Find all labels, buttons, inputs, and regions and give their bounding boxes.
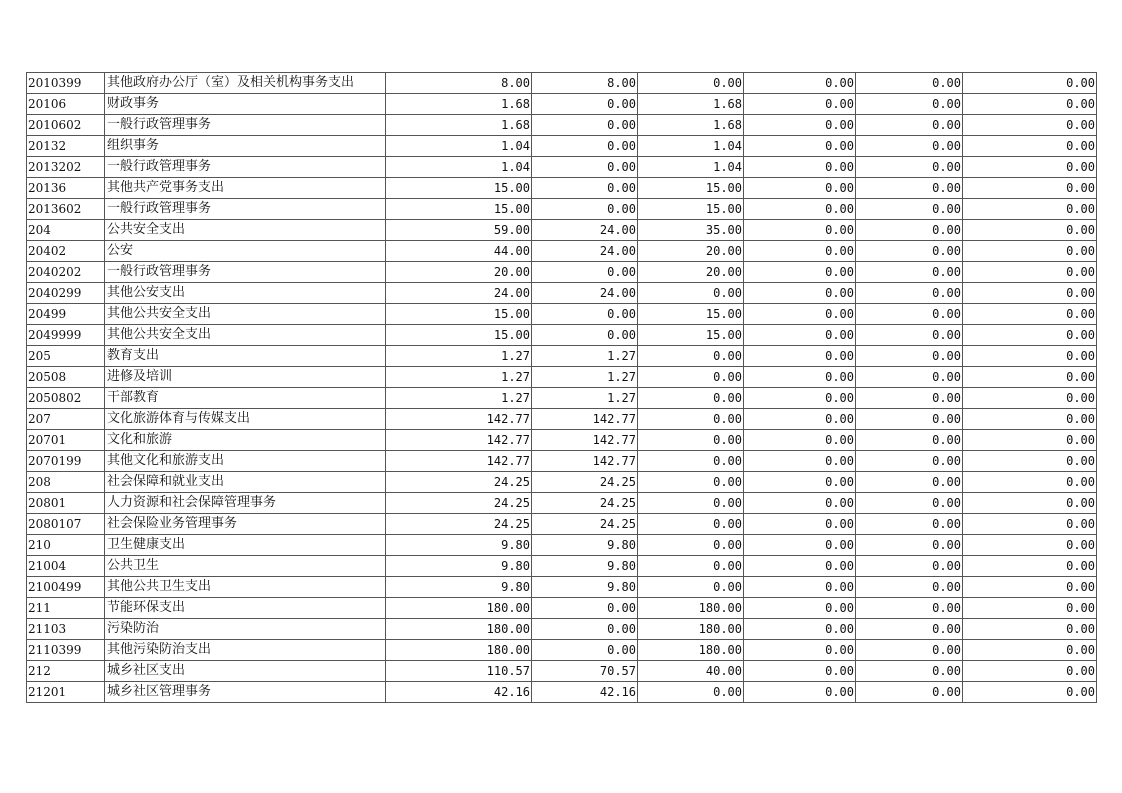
basic-expenditure-cell: 1.27 <box>532 388 638 409</box>
subject-name-cell: 其他公安支出 <box>105 283 386 304</box>
amount-cell-4: 0.00 <box>744 73 856 94</box>
amount-cell-6: 0.00 <box>963 325 1097 346</box>
subject-code-cell: 2049999 <box>27 325 105 346</box>
project-expenditure-cell: 1.68 <box>638 115 744 136</box>
total-cell: 142.77 <box>386 451 532 472</box>
amount-cell-5: 0.00 <box>856 451 963 472</box>
amount-cell-5: 0.00 <box>856 178 963 199</box>
subject-code-cell: 2070199 <box>27 451 105 472</box>
amount-cell-4: 0.00 <box>744 94 856 115</box>
amount-cell-6: 0.00 <box>963 493 1097 514</box>
amount-cell-4: 0.00 <box>744 535 856 556</box>
total-cell: 1.27 <box>386 388 532 409</box>
subject-code-cell: 2050802 <box>27 388 105 409</box>
amount-cell-5: 0.00 <box>856 283 963 304</box>
amount-cell-5: 0.00 <box>856 472 963 493</box>
project-expenditure-cell: 0.00 <box>638 556 744 577</box>
amount-cell-4: 0.00 <box>744 199 856 220</box>
amount-cell-4: 0.00 <box>744 598 856 619</box>
subject-code-cell: 2010399 <box>27 73 105 94</box>
subject-code-cell: 2100499 <box>27 577 105 598</box>
basic-expenditure-cell: 0.00 <box>532 640 638 661</box>
subject-code-cell: 20402 <box>27 241 105 262</box>
amount-cell-4: 0.00 <box>744 661 856 682</box>
basic-expenditure-cell: 24.25 <box>532 472 638 493</box>
table-row <box>27 598 1097 619</box>
amount-cell-4: 0.00 <box>744 409 856 430</box>
amount-cell-4: 0.00 <box>744 283 856 304</box>
subject-name-cell: 城乡社区支出 <box>105 661 386 682</box>
amount-cell-4: 0.00 <box>744 514 856 535</box>
subject-name-cell: 卫生健康支出 <box>105 535 386 556</box>
project-expenditure-cell: 0.00 <box>638 73 744 94</box>
subject-name-cell: 污染防治 <box>105 619 386 640</box>
table-row <box>27 220 1097 241</box>
subject-name-cell: 公共卫生 <box>105 556 386 577</box>
project-expenditure-cell: 20.00 <box>638 262 744 283</box>
total-cell: 110.57 <box>386 661 532 682</box>
subject-code-cell: 205 <box>27 346 105 367</box>
total-cell: 1.68 <box>386 115 532 136</box>
amount-cell-6: 0.00 <box>963 136 1097 157</box>
project-expenditure-cell: 180.00 <box>638 598 744 619</box>
amount-cell-5: 0.00 <box>856 619 963 640</box>
total-cell: 15.00 <box>386 325 532 346</box>
total-cell: 42.16 <box>386 682 532 703</box>
project-expenditure-cell: 1.68 <box>638 94 744 115</box>
amount-cell-5: 0.00 <box>856 661 963 682</box>
project-expenditure-cell: 35.00 <box>638 220 744 241</box>
basic-expenditure-cell: 0.00 <box>532 199 638 220</box>
basic-expenditure-cell: 24.25 <box>532 493 638 514</box>
project-expenditure-cell: 0.00 <box>638 451 744 472</box>
subject-code-cell: 20106 <box>27 94 105 115</box>
subject-code-cell: 212 <box>27 661 105 682</box>
basic-expenditure-cell: 24.00 <box>532 283 638 304</box>
amount-cell-4: 0.00 <box>744 367 856 388</box>
amount-cell-5: 0.00 <box>856 199 963 220</box>
total-cell: 24.00 <box>386 283 532 304</box>
total-cell: 8.00 <box>386 73 532 94</box>
table-row <box>27 577 1097 598</box>
total-cell: 142.77 <box>386 409 532 430</box>
project-expenditure-cell: 0.00 <box>638 388 744 409</box>
amount-cell-5: 0.00 <box>856 157 963 178</box>
amount-cell-5: 0.00 <box>856 388 963 409</box>
total-cell: 15.00 <box>386 199 532 220</box>
amount-cell-5: 0.00 <box>856 136 963 157</box>
amount-cell-5: 0.00 <box>856 430 963 451</box>
subject-name-cell: 其他政府办公厅（室）及相关机构事务支出 <box>105 73 386 94</box>
subject-name-cell: 干部教育 <box>105 388 386 409</box>
basic-expenditure-cell: 0.00 <box>532 598 638 619</box>
project-expenditure-cell: 15.00 <box>638 178 744 199</box>
amount-cell-6: 0.00 <box>963 199 1097 220</box>
amount-cell-6: 0.00 <box>963 283 1097 304</box>
amount-cell-6: 0.00 <box>963 73 1097 94</box>
total-cell: 15.00 <box>386 178 532 199</box>
total-cell: 24.25 <box>386 493 532 514</box>
table-row <box>27 325 1097 346</box>
total-cell: 24.25 <box>386 472 532 493</box>
amount-cell-6: 0.00 <box>963 388 1097 409</box>
basic-expenditure-cell: 142.77 <box>532 409 638 430</box>
subject-code-cell: 208 <box>27 472 105 493</box>
table-row <box>27 430 1097 451</box>
subject-name-cell: 公安 <box>105 241 386 262</box>
table-row <box>27 73 1097 94</box>
table-row <box>27 241 1097 262</box>
subject-name-cell: 公共安全支出 <box>105 220 386 241</box>
basic-expenditure-cell: 9.80 <box>532 535 638 556</box>
basic-expenditure-cell: 0.00 <box>532 115 638 136</box>
subject-name-cell: 节能环保支出 <box>105 598 386 619</box>
subject-name-cell: 其他文化和旅游支出 <box>105 451 386 472</box>
subject-code-cell: 2040202 <box>27 262 105 283</box>
total-cell: 142.77 <box>386 430 532 451</box>
project-expenditure-cell: 0.00 <box>638 367 744 388</box>
amount-cell-4: 0.00 <box>744 241 856 262</box>
total-cell: 1.27 <box>386 367 532 388</box>
table-row <box>27 115 1097 136</box>
project-expenditure-cell: 15.00 <box>638 325 744 346</box>
table-row <box>27 619 1097 640</box>
subject-name-cell: 社会保险业务管理事务 <box>105 514 386 535</box>
amount-cell-4: 0.00 <box>744 388 856 409</box>
basic-expenditure-cell: 0.00 <box>532 178 638 199</box>
basic-expenditure-cell: 9.80 <box>532 577 638 598</box>
table-row <box>27 157 1097 178</box>
project-expenditure-cell: 0.00 <box>638 577 744 598</box>
amount-cell-4: 0.00 <box>744 682 856 703</box>
total-cell: 180.00 <box>386 598 532 619</box>
amount-cell-6: 0.00 <box>963 556 1097 577</box>
table-row <box>27 556 1097 577</box>
table-row <box>27 682 1097 703</box>
subject-name-cell: 文化和旅游 <box>105 430 386 451</box>
table-row <box>27 451 1097 472</box>
subject-code-cell: 2080107 <box>27 514 105 535</box>
project-expenditure-cell: 0.00 <box>638 409 744 430</box>
basic-expenditure-cell: 0.00 <box>532 157 638 178</box>
subject-code-cell: 2013602 <box>27 199 105 220</box>
amount-cell-4: 0.00 <box>744 178 856 199</box>
basic-expenditure-cell: 70.57 <box>532 661 638 682</box>
subject-code-cell: 20801 <box>27 493 105 514</box>
table-row <box>27 262 1097 283</box>
amount-cell-6: 0.00 <box>963 472 1097 493</box>
amount-cell-4: 0.00 <box>744 577 856 598</box>
total-cell: 44.00 <box>386 241 532 262</box>
amount-cell-6: 0.00 <box>963 157 1097 178</box>
amount-cell-6: 0.00 <box>963 262 1097 283</box>
amount-cell-6: 0.00 <box>963 409 1097 430</box>
amount-cell-6: 0.00 <box>963 304 1097 325</box>
basic-expenditure-cell: 42.16 <box>532 682 638 703</box>
amount-cell-6: 0.00 <box>963 367 1097 388</box>
amount-cell-5: 0.00 <box>856 346 963 367</box>
basic-expenditure-cell: 24.00 <box>532 241 638 262</box>
amount-cell-4: 0.00 <box>744 157 856 178</box>
amount-cell-5: 0.00 <box>856 304 963 325</box>
project-expenditure-cell: 15.00 <box>638 304 744 325</box>
amount-cell-5: 0.00 <box>856 94 963 115</box>
project-expenditure-cell: 0.00 <box>638 283 744 304</box>
amount-cell-6: 0.00 <box>963 451 1097 472</box>
amount-cell-5: 0.00 <box>856 535 963 556</box>
project-expenditure-cell: 0.00 <box>638 682 744 703</box>
basic-expenditure-cell: 142.77 <box>532 451 638 472</box>
project-expenditure-cell: 0.00 <box>638 346 744 367</box>
project-expenditure-cell: 0.00 <box>638 535 744 556</box>
subject-name-cell: 其他共产党事务支出 <box>105 178 386 199</box>
amount-cell-6: 0.00 <box>963 577 1097 598</box>
amount-cell-6: 0.00 <box>963 178 1097 199</box>
total-cell: 59.00 <box>386 220 532 241</box>
total-cell: 180.00 <box>386 619 532 640</box>
total-cell: 24.25 <box>386 514 532 535</box>
subject-code-cell: 21004 <box>27 556 105 577</box>
subject-code-cell: 210 <box>27 535 105 556</box>
subject-code-cell: 20136 <box>27 178 105 199</box>
project-expenditure-cell: 40.00 <box>638 661 744 682</box>
table-row <box>27 472 1097 493</box>
subject-code-cell: 204 <box>27 220 105 241</box>
total-cell: 1.27 <box>386 346 532 367</box>
subject-code-cell: 20508 <box>27 367 105 388</box>
table-row <box>27 367 1097 388</box>
subject-name-cell: 教育支出 <box>105 346 386 367</box>
amount-cell-6: 0.00 <box>963 430 1097 451</box>
amount-cell-6: 0.00 <box>963 682 1097 703</box>
table-row <box>27 640 1097 661</box>
table-row <box>27 199 1097 220</box>
subject-code-cell: 2110399 <box>27 640 105 661</box>
table-row <box>27 178 1097 199</box>
total-cell: 1.68 <box>386 94 532 115</box>
subject-code-cell: 21201 <box>27 682 105 703</box>
amount-cell-4: 0.00 <box>744 346 856 367</box>
amount-cell-4: 0.00 <box>744 640 856 661</box>
subject-code-cell: 21103 <box>27 619 105 640</box>
total-cell: 9.80 <box>386 535 532 556</box>
basic-expenditure-cell: 0.00 <box>532 304 638 325</box>
table-row <box>27 514 1097 535</box>
table-row <box>27 661 1097 682</box>
basic-expenditure-cell: 24.25 <box>532 514 638 535</box>
amount-cell-4: 0.00 <box>744 115 856 136</box>
amount-cell-4: 0.00 <box>744 304 856 325</box>
table-row <box>27 283 1097 304</box>
amount-cell-5: 0.00 <box>856 640 963 661</box>
project-expenditure-cell: 0.00 <box>638 430 744 451</box>
amount-cell-5: 0.00 <box>856 262 963 283</box>
total-cell: 20.00 <box>386 262 532 283</box>
basic-expenditure-cell: 0.00 <box>532 262 638 283</box>
total-cell: 180.00 <box>386 640 532 661</box>
subject-name-cell: 一般行政管理事务 <box>105 157 386 178</box>
amount-cell-6: 0.00 <box>963 619 1097 640</box>
amount-cell-4: 0.00 <box>744 493 856 514</box>
amount-cell-4: 0.00 <box>744 430 856 451</box>
project-expenditure-cell: 0.00 <box>638 493 744 514</box>
subject-name-cell: 人力资源和社会保障管理事务 <box>105 493 386 514</box>
amount-cell-5: 0.00 <box>856 241 963 262</box>
amount-cell-5: 0.00 <box>856 367 963 388</box>
basic-expenditure-cell: 0.00 <box>532 325 638 346</box>
subject-name-cell: 其他污染防治支出 <box>105 640 386 661</box>
table-row <box>27 388 1097 409</box>
amount-cell-4: 0.00 <box>744 472 856 493</box>
amount-cell-5: 0.00 <box>856 493 963 514</box>
subject-name-cell: 财政事务 <box>105 94 386 115</box>
project-expenditure-cell: 15.00 <box>638 199 744 220</box>
basic-expenditure-cell: 1.27 <box>532 346 638 367</box>
amount-cell-5: 0.00 <box>856 325 963 346</box>
table-row <box>27 94 1097 115</box>
basic-expenditure-cell: 0.00 <box>532 94 638 115</box>
amount-cell-6: 0.00 <box>963 661 1097 682</box>
subject-code-cell: 2040299 <box>27 283 105 304</box>
amount-cell-6: 0.00 <box>963 241 1097 262</box>
subject-code-cell: 20132 <box>27 136 105 157</box>
amount-cell-6: 0.00 <box>963 220 1097 241</box>
basic-expenditure-cell: 0.00 <box>532 136 638 157</box>
project-expenditure-cell: 0.00 <box>638 514 744 535</box>
amount-cell-5: 0.00 <box>856 73 963 94</box>
amount-cell-5: 0.00 <box>856 682 963 703</box>
amount-cell-4: 0.00 <box>744 262 856 283</box>
table-row <box>27 304 1097 325</box>
subject-name-cell: 进修及培训 <box>105 367 386 388</box>
table-row <box>27 136 1097 157</box>
amount-cell-5: 0.00 <box>856 409 963 430</box>
amount-cell-6: 0.00 <box>963 514 1097 535</box>
amount-cell-4: 0.00 <box>744 451 856 472</box>
amount-cell-5: 0.00 <box>856 598 963 619</box>
amount-cell-5: 0.00 <box>856 220 963 241</box>
amount-cell-5: 0.00 <box>856 514 963 535</box>
subject-code-cell: 2010602 <box>27 115 105 136</box>
project-expenditure-cell: 180.00 <box>638 640 744 661</box>
basic-expenditure-cell: 142.77 <box>532 430 638 451</box>
amount-cell-6: 0.00 <box>963 115 1097 136</box>
basic-expenditure-cell: 1.27 <box>532 367 638 388</box>
subject-name-cell: 一般行政管理事务 <box>105 262 386 283</box>
subject-name-cell: 其他公共安全支出 <box>105 325 386 346</box>
amount-cell-4: 0.00 <box>744 556 856 577</box>
amount-cell-6: 0.00 <box>963 640 1097 661</box>
subject-name-cell: 城乡社区管理事务 <box>105 682 386 703</box>
amount-cell-6: 0.00 <box>963 94 1097 115</box>
subject-name-cell: 社会保障和就业支出 <box>105 472 386 493</box>
subject-code-cell: 207 <box>27 409 105 430</box>
table-row <box>27 535 1097 556</box>
amount-cell-5: 0.00 <box>856 115 963 136</box>
project-expenditure-cell: 1.04 <box>638 157 744 178</box>
amount-cell-4: 0.00 <box>744 619 856 640</box>
amount-cell-4: 0.00 <box>744 220 856 241</box>
amount-cell-4: 0.00 <box>744 136 856 157</box>
subject-code-cell: 211 <box>27 598 105 619</box>
amount-cell-5: 0.00 <box>856 577 963 598</box>
subject-name-cell: 一般行政管理事务 <box>105 199 386 220</box>
table-row <box>27 493 1097 514</box>
project-expenditure-cell: 0.00 <box>638 472 744 493</box>
subject-code-cell: 20701 <box>27 430 105 451</box>
amount-cell-6: 0.00 <box>963 598 1097 619</box>
project-expenditure-cell: 180.00 <box>638 619 744 640</box>
total-cell: 1.04 <box>386 136 532 157</box>
total-cell: 15.00 <box>386 304 532 325</box>
table-row <box>27 409 1097 430</box>
total-cell: 1.04 <box>386 157 532 178</box>
project-expenditure-cell: 1.04 <box>638 136 744 157</box>
total-cell: 9.80 <box>386 556 532 577</box>
subject-name-cell: 其他公共安全支出 <box>105 304 386 325</box>
subject-name-cell: 一般行政管理事务 <box>105 115 386 136</box>
table-body <box>27 73 1097 703</box>
budget-table <box>26 72 1097 703</box>
basic-expenditure-cell: 8.00 <box>532 73 638 94</box>
amount-cell-6: 0.00 <box>963 535 1097 556</box>
basic-expenditure-cell: 9.80 <box>532 556 638 577</box>
basic-expenditure-cell: 0.00 <box>532 619 638 640</box>
total-cell: 9.80 <box>386 577 532 598</box>
subject-code-cell: 2013202 <box>27 157 105 178</box>
subject-code-cell: 20499 <box>27 304 105 325</box>
amount-cell-4: 0.00 <box>744 325 856 346</box>
subject-name-cell: 文化旅游体育与传媒支出 <box>105 409 386 430</box>
amount-cell-6: 0.00 <box>963 346 1097 367</box>
amount-cell-5: 0.00 <box>856 556 963 577</box>
table-row <box>27 346 1097 367</box>
subject-name-cell: 其他公共卫生支出 <box>105 577 386 598</box>
basic-expenditure-cell: 24.00 <box>532 220 638 241</box>
subject-name-cell: 组织事务 <box>105 136 386 157</box>
project-expenditure-cell: 20.00 <box>638 241 744 262</box>
